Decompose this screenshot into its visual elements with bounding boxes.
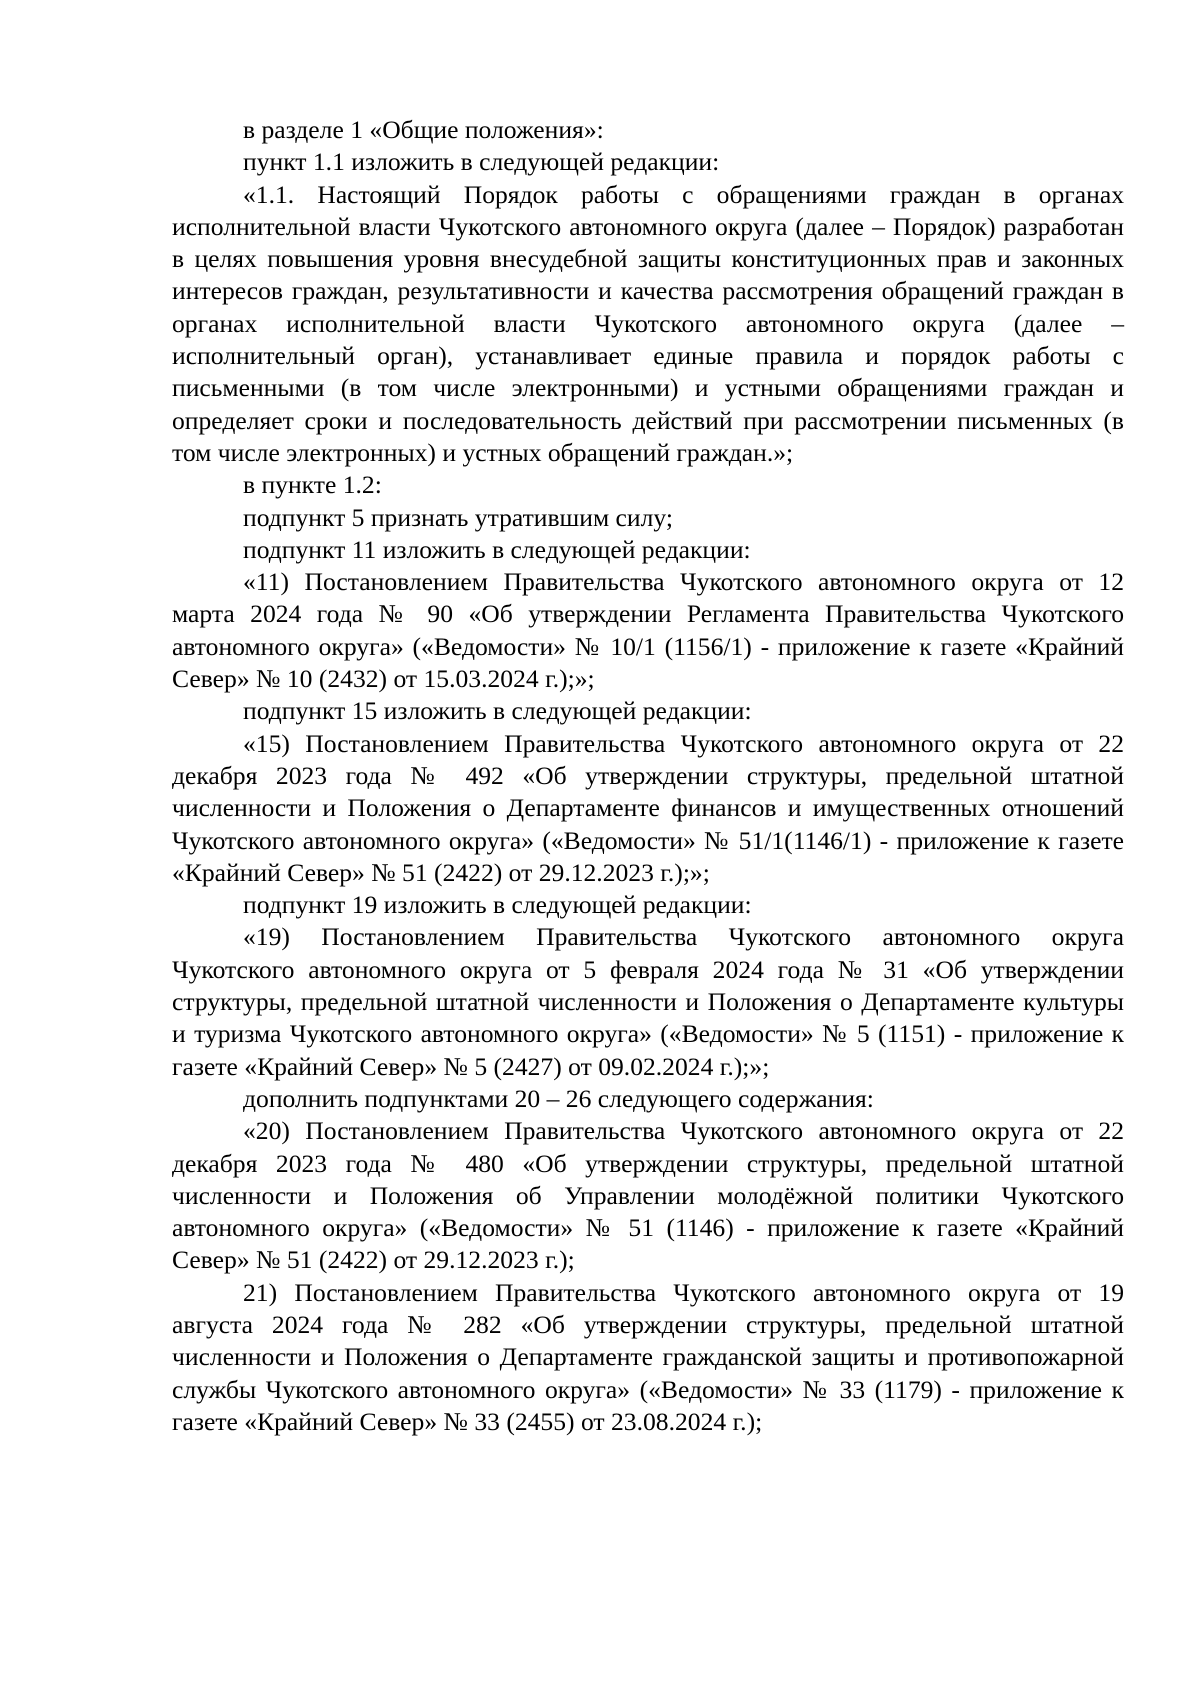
section-heading-paragraph: в разделе 1 «Общие положения»: (243, 115, 604, 144)
amendment-text-paragraph: «19) Постановлением Правительства Чукотского автономного округа Чукотского автономного округа от 5 февраля 2024 года № 31 «Об утверждении структуры, предельной штатной численности и Положения о Департаменте культуры и туризма Чукотского автономного округа» («Ведомости» № 5 (1151) - приложение к газете «Крайний Север» № 5 (2427) от 09.02.2024 г.);»; (172, 922, 1124, 1081)
document-body (172, 114, 1124, 1438)
amendment-instruction-paragraph: дополнить подпунктами 20 – 26 следующего содержания: (243, 1083, 874, 1113)
amendment-text-paragraph: «11) Постановлением Правительства Чукотского автономного округа от 12 марта 2024 года № 90 «Об утверждении Регламента Правительства Чукотского автономного округа» («Ведомости» № 10/1 (1156/1) - приложение к газете «Крайний Север» № 10 (2432) от 15.03.2024 г.);»; (172, 567, 1124, 694)
amendment-text-paragraph: «1.1. Настоящий Порядок работы с обращениями граждан в органах исполнительной власти Чукотского автономного округа (далее – Порядок) разработан в целях повышения уровня внесудебной защиты конституционных прав и законных интересов граждан, результативности и качества рассмотрения обращений граждан в органах исполнительной власти Чукотского автономного округа (далее – исполнительный орган), устанавливает единые правила и порядок работы с письменными (в том числе электронными) и устными обращениями граждан и определяет сроки и последовательность действий при рассмотрении письменных (в том числе электронных) и устных обращений граждан.»; (172, 179, 1124, 467)
amendment-instruction-paragraph: подпункт 19 изложить в следующей редакции: (243, 890, 752, 920)
amendment-instruction-paragraph: подпункт 15 изложить в следующей редакции: (243, 696, 752, 726)
amendment-text-paragraph: «20) Постановлением Правительства Чукотского автономного округа от 22 декабря 2023 года № 480 «Об утверждении структуры, предельной штатной численности и Положения об Управлении молодёжной политики Чукотского автономного округа» («Ведомости» № 51 (1146) - приложение к газете «Крайний Север» № 51 (2422) от 29.12.2023 г.); (172, 1116, 1124, 1275)
amendment-instruction-paragraph: пункт 1.1 изложить в следующей редакции: (243, 147, 720, 177)
amendment-text-paragraph: 21) Постановлением Правительства Чукотского автономного округа от 19 августа 2024 года № 282 «Об утверждении структуры, предельной штатной численности и Положения о Департаменте гражданской защиты и противопожарной службы Чукотского автономного округа» («Ведомости» № 33 (1179) - приложение к газете «Крайний Север» № 33 (2455) от 23.08.2024 г.); (172, 1277, 1124, 1436)
amendment-text-paragraph: «15) Постановлением Правительства Чукотского автономного округа от 22 декабря 2023 года № 492 «Об утверждении структуры, предельной штатной численности и Положения о Департаменте финансов и имущественных отношений Чукотского автономного округа» («Ведомости» № 51/1(1146/1) - приложение к газете «Крайний Север» № 51 (2422) от 29.12.2023 г.);»; (172, 728, 1124, 887)
amendment-instruction-paragraph: подпункт 11 изложить в следующей редакции: (243, 534, 751, 564)
amendment-instruction-paragraph: подпункт 5 признать утратившим силу; (243, 502, 673, 532)
clause-heading-paragraph: в пункте 1.2: (243, 470, 382, 500)
